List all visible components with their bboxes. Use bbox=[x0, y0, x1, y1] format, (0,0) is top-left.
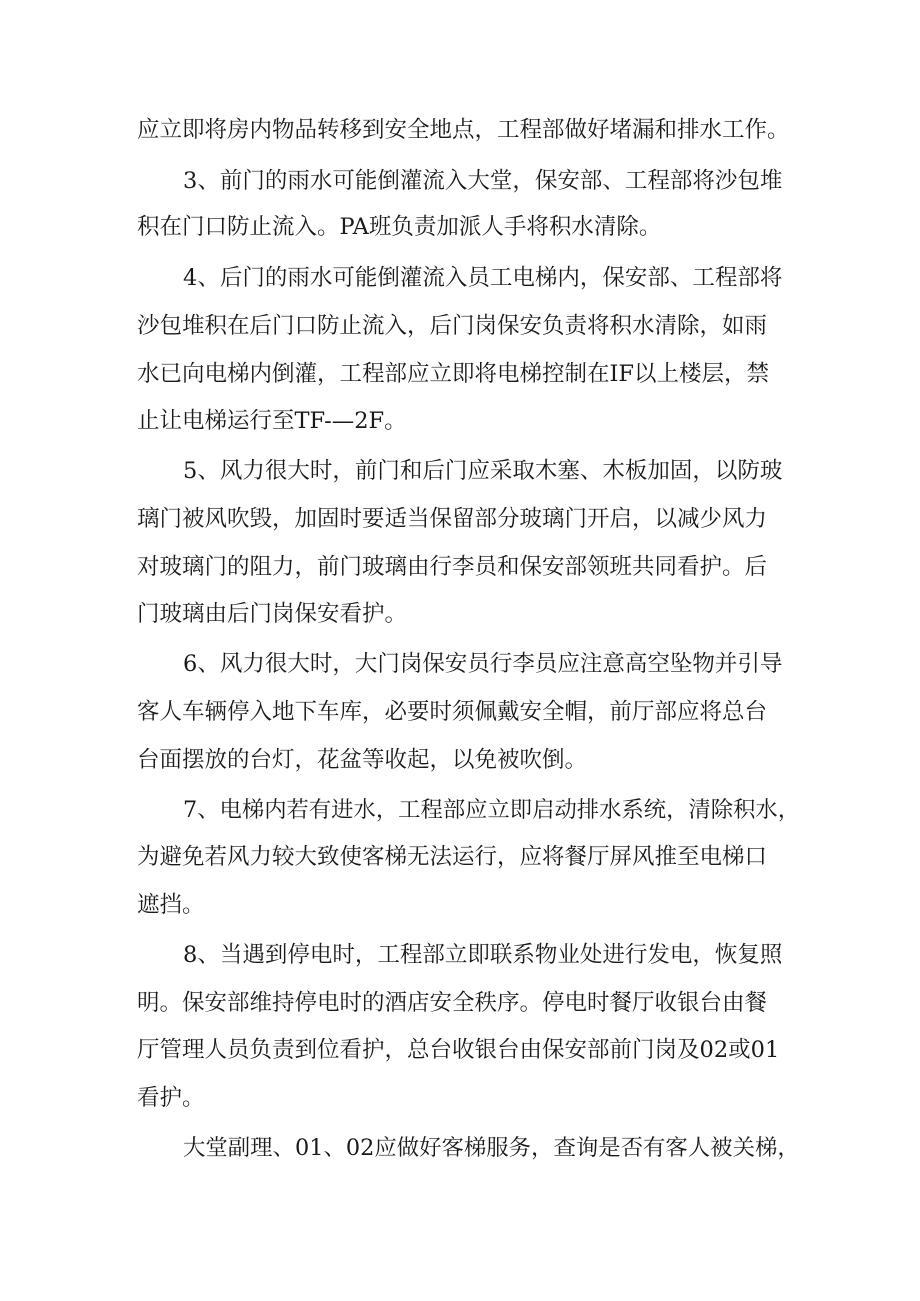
line-text: 3、前门的雨水可能倒灌流入大堂，保安部、工程部将沙包堆 bbox=[183, 168, 783, 194]
line-text: 4、后门的雨水可能倒灌流入员工电梯内，保安部、工程部将 bbox=[183, 265, 783, 291]
text-line-13 bbox=[0, 692, 920, 732]
text-line-14 bbox=[0, 740, 920, 780]
line-text: 台面摆放的台灯，花盆等收起，以免被吹倒。 bbox=[137, 747, 588, 773]
text-line-2 bbox=[0, 161, 920, 201]
line-text: 应立即将房内物品转移到安全地点，工程部做好堵漏和排水工作。 bbox=[137, 117, 790, 143]
text-line-5 bbox=[0, 306, 920, 346]
line-text: 对玻璃门的阻力，前门玻璃由行李员和保安部领班共同看护。后 bbox=[137, 554, 768, 580]
text-line-6 bbox=[0, 354, 920, 394]
line-text: 水已向电梯内倒灌，工程部应立即将电梯控制在IF以上楼层，禁 bbox=[137, 361, 770, 387]
text-line-21 bbox=[0, 1078, 920, 1118]
line-text: 止让电梯运行至TF-—2F。 bbox=[137, 408, 407, 434]
line-text: 积在门口防止流入。PA班负责加派人手将积水清除。 bbox=[137, 214, 662, 240]
text-line-3 bbox=[0, 207, 920, 247]
line-text: 门玻璃由后门岗保安看护。 bbox=[137, 601, 408, 627]
text-line-19 bbox=[0, 983, 920, 1023]
text-line-22 bbox=[0, 1128, 920, 1168]
text-line-12 bbox=[0, 644, 920, 684]
line-text: 遮挡。 bbox=[137, 892, 205, 918]
text-line-11 bbox=[0, 594, 920, 634]
line-text: 5、风力很大时，前门和后门应采取木塞、木板加固，以防玻 bbox=[183, 458, 783, 484]
line-text: 8、当遇到停电时，工程部立即联系物业处进行发电，恢复照 bbox=[183, 942, 783, 968]
line-text: 明。保安部维持停电时的酒店安全秩序。停电时餐厅收银台由餐 bbox=[137, 990, 768, 1016]
line-text: 厅管理人员负责到位看护，总台收银台由保安部前门岗及02或01 bbox=[137, 1037, 780, 1063]
line-text: 大堂副理、01、02应做好客梯服务，查询是否有客人被关梯， bbox=[183, 1135, 800, 1161]
text-line-1 bbox=[0, 110, 920, 150]
text-line-9 bbox=[0, 499, 920, 539]
text-line-7 bbox=[0, 401, 920, 441]
text-line-20 bbox=[0, 1030, 920, 1070]
line-text: 7、电梯内若有进水，工程部应立即启动排水系统，清除积水， bbox=[183, 797, 801, 823]
line-text: 璃门被风吹毁，加固时要适当保留部分玻璃门开启，以减少风力 bbox=[137, 506, 768, 532]
text-line-4 bbox=[0, 258, 920, 298]
text-line-17 bbox=[0, 885, 920, 925]
text-line-18 bbox=[0, 935, 920, 975]
line-text: 沙包堆积在后门口防止流入，后门岗保安负责将积水清除，如雨 bbox=[137, 313, 768, 339]
text-line-10 bbox=[0, 547, 920, 587]
text-line-15 bbox=[0, 790, 920, 830]
line-text: 6、风力很大时，大门岗保安员行李员应注意高空坠物并引导 bbox=[183, 651, 783, 677]
text-line-8 bbox=[0, 451, 920, 491]
line-text: 为避免若风力较大致使客梯无法运行，应将餐厅屏风推至电梯口 bbox=[137, 844, 768, 870]
line-text: 看护。 bbox=[137, 1085, 205, 1111]
line-text: 客人车辆停入地下车库，必要时须佩戴安全帽，前厅部应将总台 bbox=[137, 699, 768, 725]
text-line-16 bbox=[0, 837, 920, 877]
